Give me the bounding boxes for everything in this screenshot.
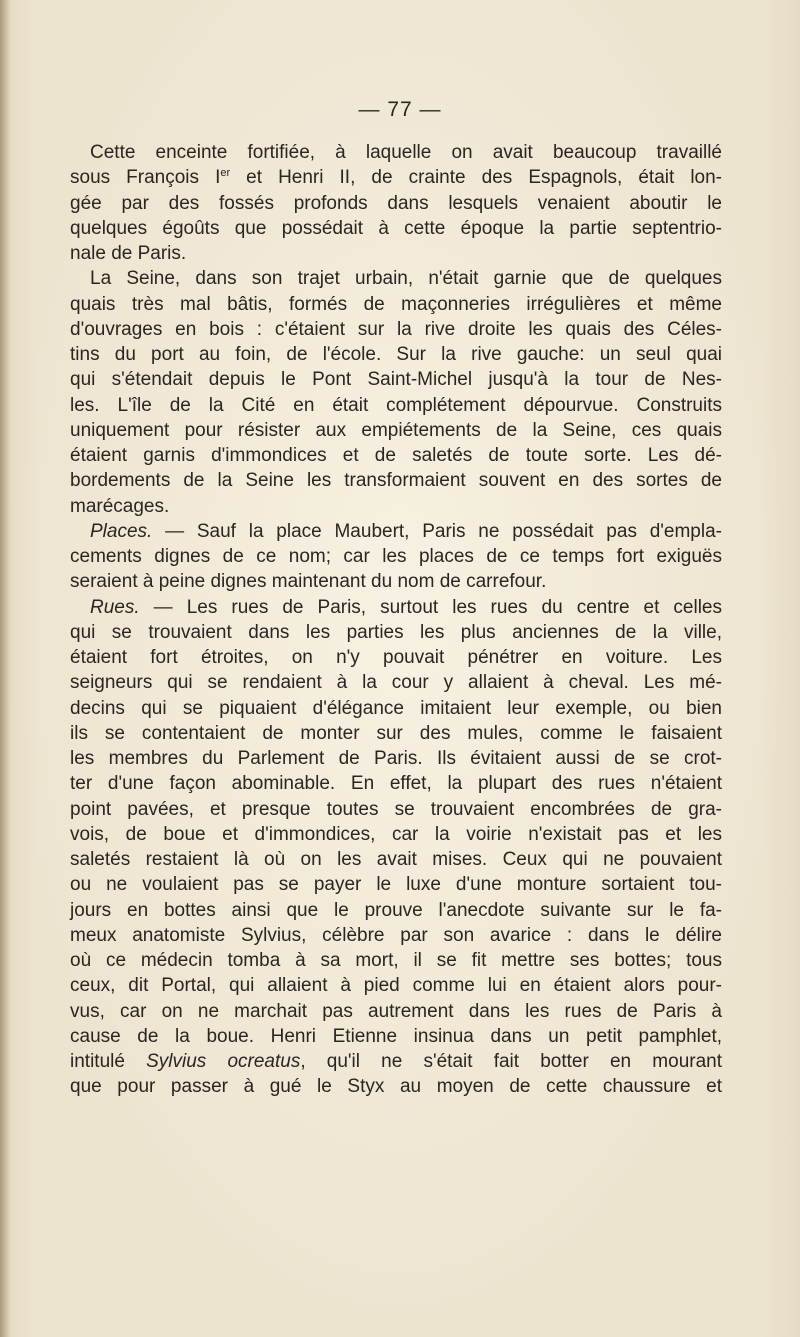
text-line: Places. — Sauf la place Maubert, Paris ne possédait pas d'empla- [90, 520, 722, 542]
text-line: seigneurs qui se rendaient à la cour y allaient à cheval. Les mé- [70, 672, 722, 694]
text-line: ils se contentaient de monter sur des mules, comme le faisaient [70, 722, 722, 744]
text-line: uniquement pour résister aux empiétements de la Seine, ces quais [70, 419, 722, 441]
text-line: vois, de boue et d'immondices, car la voirie n'existait pas et les [70, 823, 722, 845]
text-line: nale de Paris. [70, 243, 187, 264]
page-gutter-shadow [0, 0, 10, 1337]
text-line: ter d'une façon abominable. En effet, la plupart des rues n'étaient [70, 773, 722, 795]
text-line: qui s'étendait depuis le Pont Saint-Michel jusqu'à la tour de Nes- [70, 369, 722, 391]
text-line: les. L'île de la Cité en était complétement dépourvue. Construits [70, 394, 722, 416]
text-line: gée par des fossés profonds dans lesquels venaient aboutir le [70, 192, 722, 214]
text-line: seraient à peine dignes maintenant du nom de carrefour. [70, 571, 547, 593]
text-line: Rues. — Les rues de Paris, surtout les rues du centre et celles [90, 596, 722, 618]
section-heading-rues: Rues. [90, 596, 140, 618]
text-line: vus, car on ne marchait pas autrement dans les rues de Paris à [70, 1000, 722, 1022]
text-line: meux anatomiste Sylvius, célèbre par son avarice : dans le délire [70, 924, 722, 946]
page-number: — 77 — [358, 98, 442, 121]
text-line: saletés restaient là où on les avait mises. Ceux qui ne pouvaient [70, 849, 722, 870]
text-line: cause de la boue. Henri Etienne insinua dans un petit pamphlet, [70, 1025, 722, 1047]
text-line: ceux, dit Portal, qui allaient à pied comme lui en étaient alors pour- [70, 975, 722, 997]
text-line: decins qui se piquaient d'élégance imitaient leur exemple, ou bien [70, 697, 722, 719]
text-line: quais très mal bâtis, formés de maçonneries irrégulières et même [70, 293, 722, 315]
text-line: Cette enceinte fortifiée, à laquelle on avait beaucoup travaillé [90, 142, 722, 163]
text-line: intitulé Sylvius ocreatus, qu'il ne s'était fait botter en mourant [70, 1051, 723, 1072]
text-line: La Seine, dans son trajet urbain, n'était garnie que de quelques [90, 268, 722, 290]
text-line: bordements de la Seine les transformaient souvent en des sortes de [70, 470, 722, 492]
text-line: ou ne voulaient pas se payer le luxe d'une monture sortaient tou- [70, 874, 722, 896]
text-line: sous François Ier et Henri II, de crainte des Espagnols, était lon- [70, 167, 722, 189]
text-line: point pavées, et presque toutes se trouvaient encombrées de gra- [70, 798, 722, 820]
text-line: qui se trouvaient dans les parties les plus anciennes de la ville, [70, 621, 722, 643]
text-line: étaient fort étroites, on n'y pouvait pénétrer en voiture. Les [70, 647, 722, 668]
text-line: étaient garnis d'immondices et de saletés de toute sorte. Les dé- [70, 445, 722, 466]
text-line: cements dignes de ce nom; car les places de ce temps fort exiguës [70, 546, 722, 567]
section-heading-places: Places. [90, 520, 153, 542]
text-line: marécages. [70, 495, 170, 517]
text-line: d'ouvrages en bois : c'étaient sur la rive droite les quais des Céles- [70, 318, 722, 340]
text-line: les membres du Parlement de Paris. Ils évitaient aussi de se crot- [70, 748, 722, 769]
book-title-italic: Sylvius ocreatus [146, 1051, 301, 1072]
text-line: tins du port au foin, de l'école. Sur la rive gauche: un seul quai [70, 344, 722, 365]
text-line: quelques égoûts que possédait à cette époque la partie septentrio- [70, 217, 722, 239]
text-line: où ce médecin tomba à sa mort, il se fit mettre ses bottes; tous [70, 950, 722, 971]
superscript: er [220, 167, 231, 180]
page-body-text [70, 140, 722, 1100]
text-line: que pour passer à gué le Styx au moyen de cette chaussure et [70, 1076, 722, 1098]
text-line: jours en bottes ainsi que le prouve l'anecdote suivante sur le fa- [70, 899, 722, 921]
